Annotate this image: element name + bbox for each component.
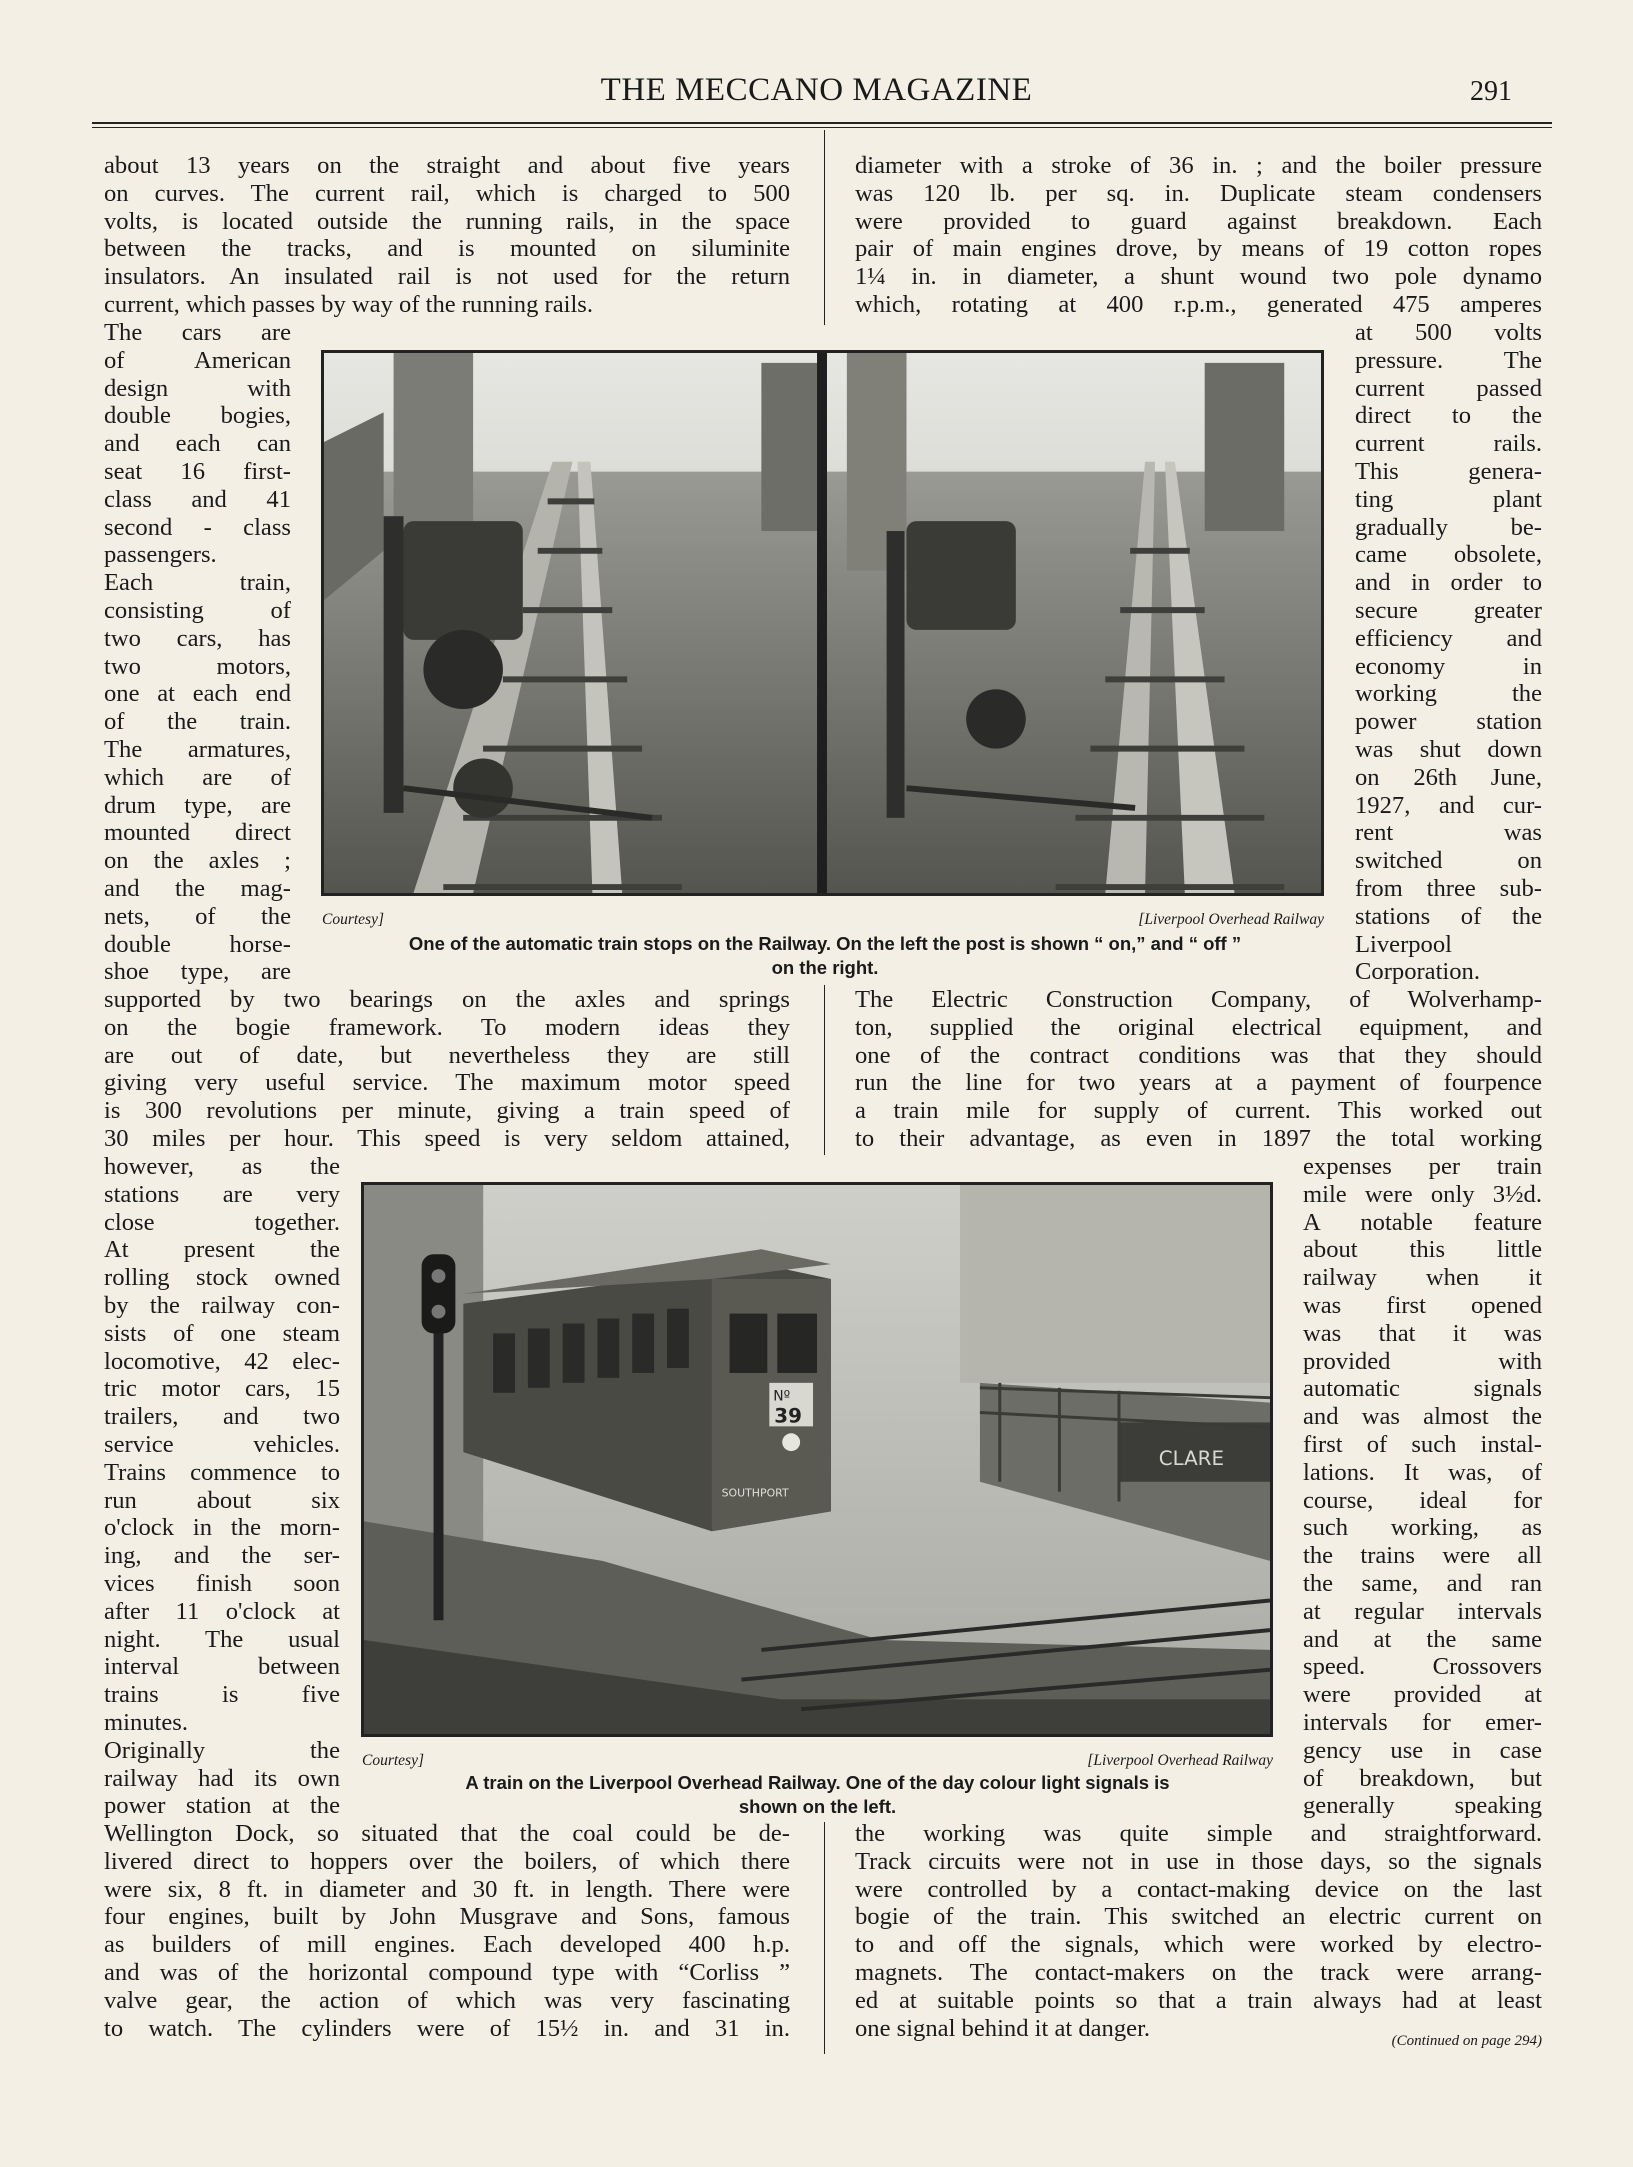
text-line: which, rotating at 400 r.p.m., generated 475 amperes [855,290,1542,318]
right-narrow-text-2 [1303,1153,1542,1820]
continued-note: (Continued on page 294) [1391,2033,1542,2049]
text-line: one at each end [104,680,291,708]
text-line: two cars, has [104,624,291,652]
text-line: diameter with a stroke of 36 in. ; and the boiler pressure [855,152,1542,179]
text-line: intervals for emer- [1303,1708,1542,1736]
text-line: working the [1355,680,1542,708]
text-line: are out of date, but nevertheless they are still [104,1041,790,1069]
text-line: such working, as [1303,1514,1542,1542]
text-line: were six, 8 ft. in diameter and 30 ft. in length. There were [104,1875,790,1903]
text-line: on 26th June, [1355,763,1542,791]
text-line: Originally the [104,1736,340,1764]
text-line: mounted direct [104,819,291,847]
photo2-caption [340,1771,1295,1819]
text-line: the same, and ran [1303,1569,1542,1597]
text-line: nets, of the [104,902,291,930]
text-line: on the axles ; [104,847,291,875]
text-line: Trains commence to [104,1458,340,1486]
train-destination-label: SOUTHPORT [721,1486,789,1500]
text-line: the working was quite simple and straightforward. [855,1820,1542,1847]
text-line: after 11 o'clock at [104,1597,340,1625]
text-line: to watch. The cylinders were of 15½ in. and 31 in. [104,2014,790,2042]
text-line: second - class [104,513,291,541]
text-line: At present the [104,1236,340,1264]
photo1-caption-line1: One of the automatic train stops on the Railway. On the left the post is shown “ on,” and “ off ” [408,933,1242,954]
text-line: stations are very [104,1180,340,1208]
text-line: Each train, [104,569,291,597]
text-line: double bogies, [104,402,291,430]
col1-top-text [104,152,790,319]
photo1-credit-left: Courtesy] [322,911,384,928]
photo1-caption-line2: on the right. [771,957,879,978]
text-line: one signal behind it at danger. [855,2014,1151,2042]
text-line: which are of [104,763,291,791]
text-line: design with [104,374,291,402]
text-line: to their advantage, as even in 1897 the total working [855,1124,1542,1152]
text-line: class and 41 [104,485,291,513]
text-line: and each can [104,430,291,458]
text-line: and in order to [1355,569,1542,597]
train-number-label: 39 [774,1404,802,1428]
text-line: night. The usual [104,1625,340,1653]
text-line: minutes. [104,1708,189,1736]
text-line: run about six [104,1486,340,1514]
text-line: switched on [1355,847,1542,875]
text-line: consisting of [104,596,291,624]
text-line: a train mile for supply of current. This worked out [855,1097,1542,1125]
text-line: came obsolete, [1355,541,1542,569]
column-rule-top [824,130,825,325]
text-line: of breakdown, but [1303,1764,1542,1792]
text-line: Corporation. [1355,958,1480,986]
track-view-left [324,353,817,893]
text-line: and at the same [1303,1625,1542,1653]
photo2-credit-right: [Liverpool Overhead Railway [1087,1752,1273,1769]
text-line: lations. It was, of [1303,1458,1542,1486]
text-line: of American [104,346,291,374]
text-line: ton, supplied the original electrical equipment, and [855,1013,1542,1041]
text-line: seat 16 first- [104,457,291,485]
text-line: by the railway con- [104,1291,340,1319]
text-line: generally speaking [1303,1792,1542,1820]
text-line: Wellington Dock, so situated that the coal could be de- [104,1820,790,1847]
text-line: Liverpool [1355,930,1452,958]
text-line: from three sub- [1355,874,1542,902]
text-line: and was almost the [1303,1403,1542,1431]
text-line: one of the contract conditions was that they should [855,1041,1542,1069]
text-line: as builders of mill engines. Each developed 400 h.p. [104,1931,790,1959]
photo1-credit-right: [Liverpool Overhead Railway [1138,911,1324,928]
text-line: stations of the [1355,902,1542,930]
text-line: expenses per train [1303,1153,1542,1180]
right-narrow-text-1 [1355,319,1542,986]
page-number: 291 [1470,76,1512,107]
photo2-caption-line1: A train on the Liverpool Overhead Railway. One of the day colour light signals is [465,1772,1170,1793]
wall-sign-text: CLARE [1158,1446,1225,1470]
text-line: to and off the signals, which were worked by electro- [855,1931,1542,1959]
text-line: trains is five [104,1681,340,1709]
text-line: two motors, [104,652,291,680]
text-line: mile were only 3½d. [1303,1180,1542,1208]
text-line: rent was [1355,819,1542,847]
text-line: ting plant [1355,485,1542,513]
text-line: pair of main engines drove, by means of 19 cotton ropes [855,235,1542,263]
text-line: vices finish soon [104,1569,340,1597]
text-line: sists of one steam [104,1319,340,1347]
text-line: ing, and the ser- [104,1542,340,1570]
text-line: speed. Crossovers [1303,1653,1542,1681]
text-line: the trains were all [1303,1542,1542,1570]
text-line: 1927, and cur- [1355,791,1542,819]
photo2-credit-left: Courtesy] [362,1752,424,1769]
text-line: drum type, are [104,791,291,819]
header-rule [92,122,1552,124]
text-line: shoe type, are [104,958,291,986]
text-line: and the mag- [104,874,291,902]
text-line: and was of the horizontal compound type with “Corliss ” [104,1958,790,1986]
text-line: efficiency and [1355,624,1542,652]
text-line: Track circuits were not in use in those days, so the signals [855,1847,1542,1875]
text-line: was that it was [1303,1319,1542,1347]
text-line: close together. [104,1208,340,1236]
photo2-caption-line2: shown on the left. [738,1796,897,1817]
text-line: ed at suitable points so that a train always had at least [855,1986,1542,2014]
text-line: first of such instal- [1303,1430,1542,1458]
text-line: gency use in case [1303,1736,1542,1764]
train-photo [361,1182,1273,1737]
col2-bottom-text [855,1820,1542,2042]
text-line: four engines, built by John Musgrave and Sons, famous [104,1903,790,1931]
text-line: volts, is located outside the running rails, in the space [104,207,790,235]
text-line: automatic signals [1303,1375,1542,1403]
text-line: gradually be- [1355,513,1542,541]
track-view-right [827,353,1321,893]
text-line: however, as the [104,1153,340,1180]
col1-bottom-text [104,1820,790,2042]
text-line: provided with [1303,1347,1542,1375]
text-line: economy in [1355,652,1542,680]
col2-mid-text [855,986,1542,1153]
text-line: at 500 volts [1355,319,1542,346]
column-rule-bottom [824,1822,825,2054]
text-line: of the train. [104,708,291,736]
text-line: valve gear, the action of which was very fascinating [104,1986,790,2014]
train-no-label: Nº [773,1388,791,1405]
text-line: on curves. The current rail, which is charged to 500 [104,179,790,207]
text-line: was 120 lb. per sq. in. Duplicate steam condensers [855,179,1542,207]
text-line: The Electric Construction Company, of Wolverhamp- [855,986,1542,1013]
text-line: railway had its own [104,1764,340,1792]
text-line: is 300 revolutions per minute, giving a train speed of [104,1097,790,1125]
text-line: on the bogie framework. To modern ideas they [104,1013,790,1041]
text-line: tric motor cars, 15 [104,1375,340,1403]
text-line: current passed [1355,374,1542,402]
text-line: insulators. An insulated rail is not used for the return [104,263,790,291]
text-line: secure greater [1355,596,1542,624]
text-line: double horse- [104,930,291,958]
text-line: about 13 years on the straight and about five years [104,152,790,179]
text-line: giving very useful service. The maximum motor speed [104,1069,790,1097]
text-line: were provided to guard against breakdown. Each [855,207,1542,235]
train-stop-photo [321,350,1324,896]
text-line: current rails. [1355,430,1542,458]
text-line: bogie of the train. This switched an electric current on [855,1903,1542,1931]
text-line: magnets. The contact-makers on the track were arrang- [855,1958,1542,1986]
text-line: passengers. [104,541,217,569]
text-line: were provided at [1303,1681,1542,1709]
text-line: livered direct to hoppers over the boilers, of which there [104,1847,790,1875]
text-line: were controlled by a contact-making device on the last [855,1875,1542,1903]
col1-mid-text [104,986,790,1153]
text-line: current, which passes by way of the running rails. [104,290,594,318]
left-narrow-text-2 [104,1153,340,1820]
text-line: locomotive, 42 elec- [104,1347,340,1375]
column-rule-middle [824,985,825,1155]
text-line: power station at the [104,1792,340,1820]
text-line: The armatures, [104,735,291,763]
text-line: The cars are [104,319,291,346]
text-line: was first opened [1303,1291,1542,1319]
text-line: 1¼ in. in diameter, a shunt wound two pole dynamo [855,263,1542,291]
text-line: o'clock in the morn- [104,1514,340,1542]
text-line: course, ideal for [1303,1486,1542,1514]
text-line: interval between [104,1653,340,1681]
text-line: was shut down [1355,735,1542,763]
page-title: THE MECCANO MAGAZINE [600,72,1033,108]
text-line: supported by two bearings on the axles and springs [104,986,790,1013]
text-line: service vehicles. [104,1430,340,1458]
text-line: power station [1355,708,1542,736]
header-rule-thin [92,127,1552,128]
text-line: A notable feature [1303,1208,1542,1236]
text-line: railway when it [1303,1264,1542,1292]
left-narrow-text-1 [104,319,291,986]
text-line: 30 miles per hour. This speed is very seldom attained, [104,1124,790,1152]
col2-top-text [855,152,1542,319]
text-line: between the tracks, and is mounted on siluminite [104,235,790,263]
text-line: rolling stock owned [104,1264,340,1292]
text-line: about this little [1303,1236,1542,1264]
text-line: trailers, and two [104,1403,340,1431]
photo1-caption [300,932,1350,980]
text-line: run the line for two years at a payment of fourpence [855,1069,1542,1097]
text-line: This genera- [1355,457,1542,485]
text-line: at regular intervals [1303,1597,1542,1625]
text-line: direct to the [1355,402,1542,430]
text-line: pressure. The [1355,346,1542,374]
